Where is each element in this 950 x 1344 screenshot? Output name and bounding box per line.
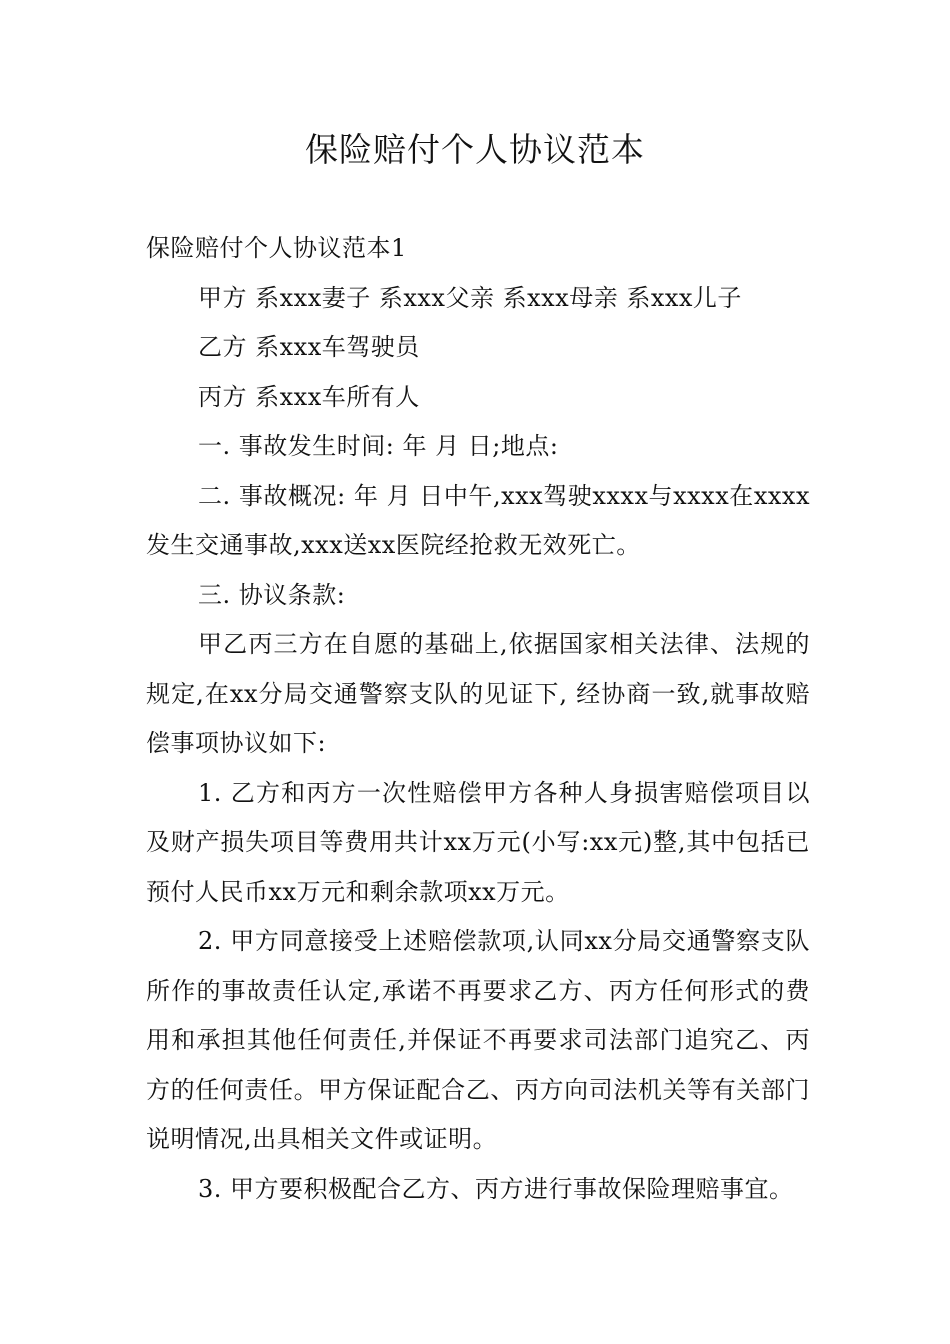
document-title: 保险赔付个人协议范本	[305, 130, 645, 169]
party-a-line: 甲方 系xxx妻子 系xxx父亲 系xxx母亲 系xxx儿子	[198, 283, 742, 312]
section-heading: 保险赔付个人协议范本1	[146, 234, 407, 262]
clause-2-paragraph: 2. 甲方同意接受上述赔偿款项,认同xx分局交通警察支队所作的事故责任认定,承诺不再要求乙方、丙方任何形式的费用和承担其他任何责任,并保证不再要求司法部门追究乙、丙方的任何责任。甲方保证配合乙、丙方向司法机关等有关部门说明情况,出具相关文件或证明。	[146, 927, 810, 1153]
party-c-line: 丙方 系xxx车所有人	[198, 382, 420, 411]
party-b-line: 乙方 系xxx车驾驶员	[198, 333, 420, 361]
accident-summary-paragraph: 二. 事故概况: 年 月 日中午,xxx驾驶xxxx与xxxx在xxxx发生交通事故,xxx送xx医院经抢救无效死亡。	[146, 481, 810, 559]
document-body	[146, 224, 810, 1214]
agreement-terms-heading: 三. 协议条款:	[198, 580, 346, 609]
clause-1-paragraph: 1. 乙方和丙方一次性赔偿甲方各种人身损害赔偿项目以及财产损失项目等费用共计xx万元(小写:xx元)整,其中包括已预付人民币xx万元和剩余款项xx万元。	[146, 778, 810, 906]
accident-time-line: 一. 事故发生时间: 年 月 日;地点:	[198, 432, 559, 460]
agreement-intro-paragraph: 甲乙丙三方在自愿的基础上,依据国家相关法律、法规的规定,在xx分局交通警察支队的见证下, 经协商一致,就事故赔偿事项协议如下:	[146, 630, 810, 757]
clause-3-paragraph: 3. 甲方要积极配合乙方、丙方进行事故保险理赔事宜。	[198, 1174, 794, 1203]
